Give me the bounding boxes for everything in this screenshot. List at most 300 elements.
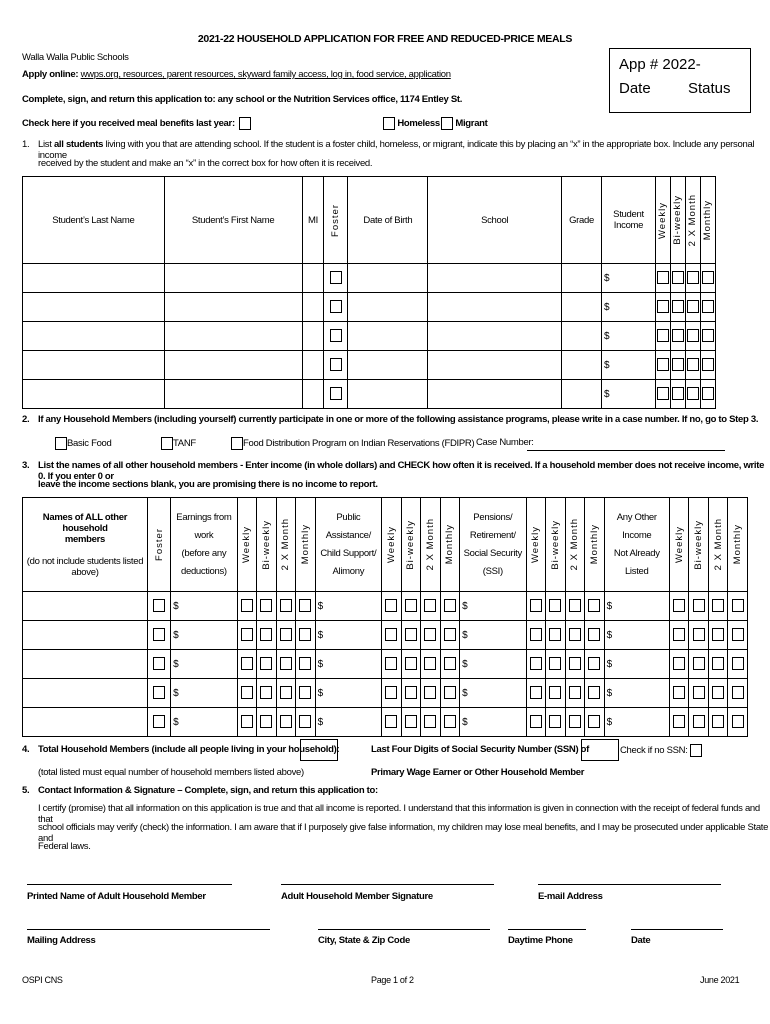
student-grade-cell[interactable] bbox=[562, 351, 602, 380]
household-member-name-cell[interactable] bbox=[23, 708, 148, 737]
public-assistance-twice-month-checkbox[interactable] bbox=[424, 686, 436, 699]
col-earnings-monthly-label: Monthly bbox=[299, 524, 311, 565]
dollar-sign: $ bbox=[173, 629, 179, 641]
public-assistance-biweekly-cell bbox=[401, 679, 421, 708]
student-grade-cell[interactable] bbox=[562, 322, 602, 351]
student-biweekly-checkbox[interactable] bbox=[672, 300, 684, 313]
student-dob-cell[interactable] bbox=[348, 351, 428, 380]
migrant-checkbox[interactable] bbox=[441, 117, 453, 130]
household-foster-checkbox[interactable] bbox=[153, 715, 165, 728]
pensions-twice-month-checkbox[interactable] bbox=[569, 686, 581, 699]
col-income-b: Income bbox=[613, 220, 644, 231]
student-first-name-cell[interactable] bbox=[164, 351, 302, 380]
household-member-row bbox=[23, 679, 748, 708]
student-monthly-checkbox[interactable] bbox=[702, 271, 714, 284]
public-assistance-weekly-cell bbox=[382, 650, 402, 679]
student-foster-cell bbox=[324, 322, 348, 351]
student-foster-checkbox[interactable] bbox=[330, 300, 342, 313]
col-other-income-d: Listed bbox=[624, 565, 649, 577]
pensions-monthly-cell bbox=[585, 621, 605, 650]
student-mi-cell[interactable] bbox=[302, 380, 324, 409]
earnings-monthly-checkbox[interactable] bbox=[299, 657, 311, 670]
student-foster-checkbox[interactable] bbox=[330, 271, 342, 284]
student-last-name-cell[interactable] bbox=[23, 264, 165, 293]
earnings-biweekly-checkbox[interactable] bbox=[260, 686, 272, 699]
student-grade-cell[interactable] bbox=[562, 264, 602, 293]
other-income-weekly-checkbox[interactable] bbox=[673, 715, 685, 728]
total-members-note: (total listed must equal number of household members listed above) bbox=[38, 767, 304, 778]
other-income-biweekly-checkbox[interactable] bbox=[693, 628, 705, 641]
pensions-biweekly-checkbox[interactable] bbox=[549, 628, 561, 641]
public-assistance-biweekly-checkbox[interactable] bbox=[405, 628, 417, 641]
other-income-twice-month-checkbox[interactable] bbox=[712, 715, 724, 728]
earnings-twice-month-checkbox[interactable] bbox=[280, 715, 292, 728]
student-monthly-checkbox[interactable] bbox=[702, 300, 714, 313]
student-last-name-cell[interactable] bbox=[23, 293, 165, 322]
other-income-weekly-checkbox[interactable] bbox=[673, 686, 685, 699]
total-members-label: Total Household Members (include all people living in your household): bbox=[38, 744, 340, 755]
earnings-weekly-checkbox[interactable] bbox=[241, 628, 253, 641]
earnings-amount-cell[interactable] bbox=[171, 621, 237, 650]
pensions-weekly-cell bbox=[526, 679, 546, 708]
col-other-income-weekly-label: Weekly bbox=[673, 526, 685, 563]
dollar-sign: $ bbox=[317, 716, 324, 728]
pensions-twice-month-cell bbox=[565, 592, 585, 621]
student-twice-month-checkbox[interactable] bbox=[687, 387, 699, 400]
student-mi-cell[interactable] bbox=[302, 293, 324, 322]
pensions-twice-month-cell bbox=[565, 708, 585, 737]
other-income-monthly-checkbox[interactable] bbox=[732, 628, 744, 641]
household-member-name-cell[interactable] bbox=[23, 650, 148, 679]
student-first-name-cell[interactable] bbox=[164, 322, 302, 351]
earnings-twice-month-cell bbox=[276, 679, 296, 708]
col-weekly-label: Weekly bbox=[657, 201, 669, 239]
household-table bbox=[22, 497, 748, 737]
pensions-twice-month-checkbox[interactable] bbox=[569, 599, 581, 612]
col-pensions-d: (SSI) bbox=[482, 565, 503, 577]
student-biweekly-checkbox[interactable] bbox=[672, 271, 684, 284]
col-weekly bbox=[655, 177, 670, 264]
household-foster-checkbox[interactable] bbox=[153, 686, 165, 699]
student-biweekly-checkbox[interactable] bbox=[672, 329, 684, 342]
student-foster-checkbox[interactable] bbox=[330, 358, 342, 371]
other-income-weekly-checkbox[interactable] bbox=[673, 628, 685, 641]
student-monthly-checkbox[interactable] bbox=[702, 329, 714, 342]
pensions-biweekly-checkbox[interactable] bbox=[549, 657, 561, 670]
public-assistance-monthly-checkbox[interactable] bbox=[444, 715, 456, 728]
other-income-monthly-checkbox[interactable] bbox=[732, 715, 744, 728]
earnings-biweekly-cell bbox=[257, 708, 277, 737]
daytime-phone-field[interactable] bbox=[508, 929, 586, 930]
dollar-sign: $ bbox=[317, 658, 324, 670]
earnings-monthly-cell bbox=[296, 650, 316, 679]
pensions-twice-month-cell bbox=[565, 650, 585, 679]
pensions-amount-cell[interactable] bbox=[460, 708, 526, 737]
col-pensions-c: Social Security bbox=[463, 547, 522, 559]
student-last-name-cell[interactable] bbox=[23, 351, 165, 380]
mailing-address-field[interactable] bbox=[27, 929, 270, 930]
dollar-sign: $ bbox=[604, 388, 610, 400]
col-student-last-name: Student’s Last Name bbox=[23, 177, 165, 264]
student-weekly-checkbox[interactable] bbox=[657, 329, 669, 342]
earnings-amount-cell[interactable] bbox=[171, 679, 237, 708]
public-assistance-amount-cell[interactable] bbox=[315, 650, 381, 679]
earnings-twice-month-checkbox[interactable] bbox=[280, 628, 292, 641]
pensions-twice-month-checkbox[interactable] bbox=[569, 657, 581, 670]
public-assistance-biweekly-checkbox[interactable] bbox=[405, 657, 417, 670]
pensions-amount-cell[interactable] bbox=[460, 650, 526, 679]
pensions-weekly-checkbox[interactable] bbox=[530, 715, 542, 728]
student-dob-cell[interactable] bbox=[348, 293, 428, 322]
other-income-monthly-checkbox[interactable] bbox=[732, 657, 744, 670]
tanf-checkbox[interactable] bbox=[161, 437, 173, 450]
student-school-cell[interactable] bbox=[428, 351, 562, 380]
other-income-weekly-cell bbox=[669, 679, 689, 708]
student-biweekly-cell bbox=[670, 380, 685, 409]
pensions-weekly-cell bbox=[526, 650, 546, 679]
student-biweekly-cell bbox=[670, 351, 685, 380]
student-first-name-cell[interactable] bbox=[164, 293, 302, 322]
student-twice-month-cell bbox=[685, 293, 700, 322]
student-twice-month-cell bbox=[685, 322, 700, 351]
col-earnings-biweekly bbox=[257, 498, 277, 592]
student-income-cell[interactable] bbox=[602, 380, 656, 409]
pensions-biweekly-checkbox[interactable] bbox=[549, 599, 561, 612]
household-foster-cell bbox=[147, 679, 170, 708]
no-ssn-checkbox[interactable] bbox=[690, 744, 702, 757]
public-assistance-weekly-checkbox[interactable] bbox=[385, 599, 397, 612]
student-biweekly-cell bbox=[670, 322, 685, 351]
earnings-twice-month-cell bbox=[276, 621, 296, 650]
pensions-monthly-cell bbox=[585, 679, 605, 708]
pensions-weekly-checkbox[interactable] bbox=[530, 628, 542, 641]
student-dob-cell[interactable] bbox=[348, 380, 428, 409]
student-twice-month-checkbox[interactable] bbox=[687, 300, 699, 313]
earnings-twice-month-checkbox[interactable] bbox=[280, 657, 292, 670]
public-assistance-twice-month-checkbox[interactable] bbox=[424, 599, 436, 612]
total-members-field[interactable] bbox=[300, 739, 338, 761]
basic-food-checkbox[interactable] bbox=[55, 437, 67, 450]
household-foster-checkbox[interactable] bbox=[153, 628, 165, 641]
public-assistance-biweekly-checkbox[interactable] bbox=[405, 599, 417, 612]
col-other-income-c: Not Already bbox=[613, 547, 660, 559]
app-number-label: App # 2022- bbox=[619, 56, 701, 73]
student-weekly-checkbox[interactable] bbox=[657, 271, 669, 284]
other-income-biweekly-cell bbox=[689, 679, 709, 708]
public-assistance-weekly-checkbox[interactable] bbox=[385, 715, 397, 728]
dollar-sign: $ bbox=[173, 658, 179, 670]
pensions-monthly-checkbox[interactable] bbox=[588, 686, 600, 699]
dollar-sign: $ bbox=[317, 629, 324, 641]
student-mi-cell[interactable] bbox=[302, 351, 324, 380]
students-header-row bbox=[23, 177, 716, 264]
other-income-twice-month-checkbox[interactable] bbox=[712, 628, 724, 641]
household-member-name-cell[interactable] bbox=[23, 679, 148, 708]
email-field[interactable] bbox=[538, 884, 721, 885]
col-public-assistance-monthly-label: Monthly bbox=[444, 524, 456, 565]
public-assistance-twice-month-checkbox[interactable] bbox=[424, 657, 436, 670]
student-dob-cell[interactable] bbox=[348, 264, 428, 293]
col-pensions bbox=[460, 498, 526, 592]
pensions-biweekly-cell bbox=[546, 708, 566, 737]
step1-text-a: List bbox=[38, 139, 54, 150]
col-earnings bbox=[171, 498, 237, 592]
earnings-weekly-checkbox[interactable] bbox=[241, 599, 253, 612]
col-biweekly bbox=[670, 177, 685, 264]
earnings-biweekly-checkbox[interactable] bbox=[260, 657, 272, 670]
earnings-monthly-checkbox[interactable] bbox=[299, 599, 311, 612]
other-income-amount-cell[interactable] bbox=[604, 650, 669, 679]
earnings-twice-month-checkbox[interactable] bbox=[280, 686, 292, 699]
col-hh-foster bbox=[147, 498, 170, 592]
student-mi-cell[interactable] bbox=[302, 264, 324, 293]
earnings-amount-cell[interactable] bbox=[171, 708, 237, 737]
other-income-biweekly-checkbox[interactable] bbox=[693, 657, 705, 670]
student-school-cell[interactable] bbox=[428, 293, 562, 322]
other-income-weekly-checkbox[interactable] bbox=[673, 657, 685, 670]
pensions-amount-cell[interactable] bbox=[460, 621, 526, 650]
certify-line-3: Federal laws. bbox=[38, 841, 91, 852]
col-other-income bbox=[604, 498, 669, 592]
other-income-amount-cell[interactable] bbox=[604, 708, 669, 737]
student-grade-cell[interactable] bbox=[562, 293, 602, 322]
earnings-weekly-checkbox[interactable] bbox=[241, 686, 253, 699]
other-income-twice-month-checkbox[interactable] bbox=[712, 599, 724, 612]
pensions-weekly-checkbox[interactable] bbox=[530, 657, 542, 670]
student-weekly-checkbox[interactable] bbox=[657, 358, 669, 371]
col-earnings-weekly-label: Weekly bbox=[241, 526, 253, 563]
homeless-checkbox[interactable] bbox=[383, 117, 395, 130]
fdpir-checkbox[interactable] bbox=[231, 437, 243, 450]
student-last-name-cell[interactable] bbox=[23, 380, 165, 409]
earnings-biweekly-checkbox[interactable] bbox=[260, 599, 272, 612]
col-twice-month bbox=[685, 177, 700, 264]
students-body bbox=[23, 264, 716, 409]
pensions-biweekly-checkbox[interactable] bbox=[549, 715, 561, 728]
col-names-b: members bbox=[64, 533, 106, 545]
other-income-twice-month-checkbox[interactable] bbox=[712, 657, 724, 670]
student-first-name-cell[interactable] bbox=[164, 380, 302, 409]
col-public-assistance-weekly-label: Weekly bbox=[385, 526, 397, 563]
city-state-zip-field[interactable] bbox=[318, 929, 490, 930]
city-state-zip-label: City, State & Zip Code bbox=[318, 935, 410, 946]
student-school-cell[interactable] bbox=[428, 322, 562, 351]
household-member-row bbox=[23, 621, 748, 650]
student-twice-month-cell bbox=[685, 351, 700, 380]
other-income-biweekly-checkbox[interactable] bbox=[693, 686, 705, 699]
col-dob: Date of Birth bbox=[348, 177, 428, 264]
student-row bbox=[23, 380, 716, 409]
student-twice-month-checkbox[interactable] bbox=[687, 271, 699, 284]
student-twice-month-checkbox[interactable] bbox=[687, 358, 699, 371]
other-income-weekly-checkbox[interactable] bbox=[673, 599, 685, 612]
dollar-sign: $ bbox=[173, 600, 179, 612]
public-assistance-monthly-cell bbox=[440, 679, 460, 708]
student-grade-cell[interactable] bbox=[562, 380, 602, 409]
step3-instructions-2: leave the income sections blank, you are promising there is no income to report. bbox=[38, 479, 378, 490]
dollar-sign: $ bbox=[606, 687, 613, 699]
other-income-biweekly-checkbox[interactable] bbox=[693, 715, 705, 728]
public-assistance-biweekly-cell bbox=[401, 650, 421, 679]
public-assistance-weekly-checkbox[interactable] bbox=[385, 628, 397, 641]
other-income-amount-cell[interactable] bbox=[604, 621, 669, 650]
public-assistance-monthly-checkbox[interactable] bbox=[444, 686, 456, 699]
household-member-row bbox=[23, 592, 748, 621]
earnings-biweekly-checkbox[interactable] bbox=[260, 628, 272, 641]
earnings-twice-month-checkbox[interactable] bbox=[280, 599, 292, 612]
student-weekly-cell bbox=[655, 264, 670, 293]
student-foster-cell bbox=[324, 351, 348, 380]
public-assistance-biweekly-checkbox[interactable] bbox=[405, 715, 417, 728]
pensions-weekly-checkbox[interactable] bbox=[530, 599, 542, 612]
earnings-twice-month-cell bbox=[276, 650, 296, 679]
household-foster-checkbox[interactable] bbox=[153, 657, 165, 670]
student-income-cell[interactable] bbox=[602, 293, 656, 322]
apply-online-link[interactable]: wwps.org, resources, parent resources, skyward family access, log in, food service, application bbox=[80, 69, 451, 80]
public-assistance-amount-cell[interactable] bbox=[315, 708, 381, 737]
ssn-field[interactable] bbox=[581, 739, 619, 761]
student-first-name-cell[interactable] bbox=[164, 264, 302, 293]
student-biweekly-checkbox[interactable] bbox=[672, 358, 684, 371]
app-status-label: Status bbox=[688, 80, 731, 97]
case-number-field[interactable] bbox=[527, 450, 725, 451]
student-foster-checkbox[interactable] bbox=[330, 329, 342, 342]
col-foster bbox=[324, 177, 348, 264]
other-income-monthly-checkbox[interactable] bbox=[732, 686, 744, 699]
earnings-amount-cell[interactable] bbox=[171, 592, 237, 621]
other-income-twice-month-cell bbox=[708, 621, 728, 650]
student-school-cell[interactable] bbox=[428, 264, 562, 293]
date-field[interactable] bbox=[631, 929, 723, 930]
col-pensions-weekly-label: Weekly bbox=[530, 526, 542, 563]
pensions-biweekly-checkbox[interactable] bbox=[549, 686, 561, 699]
certify-line-1: I certify (promise) that all information on this application is true and that all income is reported. I understand that this information is given in connection with the receipt of federal funds and that bbox=[38, 803, 760, 825]
dollar-sign: $ bbox=[317, 687, 324, 699]
other-income-biweekly-checkbox[interactable] bbox=[693, 599, 705, 612]
household-member-row bbox=[23, 650, 748, 679]
other-income-amount-cell[interactable] bbox=[604, 679, 669, 708]
pensions-weekly-checkbox[interactable] bbox=[530, 686, 542, 699]
earnings-monthly-checkbox[interactable] bbox=[299, 628, 311, 641]
col-earnings-weekly bbox=[237, 498, 257, 592]
footer-agency: OSPI CNS bbox=[22, 975, 63, 985]
student-weekly-cell bbox=[655, 293, 670, 322]
student-foster-checkbox[interactable] bbox=[330, 387, 342, 400]
pensions-monthly-checkbox[interactable] bbox=[588, 599, 600, 612]
household-foster-cell bbox=[147, 708, 170, 737]
other-income-biweekly-cell bbox=[689, 592, 709, 621]
homeless-label: Homeless bbox=[397, 118, 440, 130]
pensions-twice-month-checkbox[interactable] bbox=[569, 715, 581, 728]
homeless-option bbox=[383, 117, 440, 130]
student-monthly-checkbox[interactable] bbox=[702, 387, 714, 400]
other-income-weekly-cell bbox=[669, 708, 689, 737]
col-other-income-twice-month bbox=[708, 498, 728, 592]
household-header-row bbox=[23, 498, 748, 592]
student-twice-month-checkbox[interactable] bbox=[687, 329, 699, 342]
signature-field[interactable] bbox=[281, 884, 494, 885]
public-assistance-twice-month-checkbox[interactable] bbox=[424, 628, 436, 641]
student-income-cell[interactable] bbox=[602, 351, 656, 380]
student-biweekly-checkbox[interactable] bbox=[672, 387, 684, 400]
public-assistance-monthly-checkbox[interactable] bbox=[444, 599, 456, 612]
public-assistance-weekly-cell bbox=[382, 679, 402, 708]
col-twice-month-label: 2 X Month bbox=[687, 193, 699, 247]
public-assistance-monthly-cell bbox=[440, 621, 460, 650]
student-monthly-cell bbox=[700, 293, 715, 322]
public-assistance-twice-month-checkbox[interactable] bbox=[424, 715, 436, 728]
earnings-weekly-checkbox[interactable] bbox=[241, 715, 253, 728]
public-assistance-weekly-checkbox[interactable] bbox=[385, 657, 397, 670]
student-income-cell[interactable] bbox=[602, 264, 656, 293]
student-weekly-checkbox[interactable] bbox=[657, 300, 669, 313]
student-mi-cell[interactable] bbox=[302, 322, 324, 351]
dollar-sign: $ bbox=[606, 629, 613, 641]
printed-name-field[interactable] bbox=[27, 884, 232, 885]
student-monthly-checkbox[interactable] bbox=[702, 358, 714, 371]
earnings-monthly-cell bbox=[296, 708, 316, 737]
pensions-twice-month-cell bbox=[565, 679, 585, 708]
other-income-twice-month-checkbox[interactable] bbox=[712, 686, 724, 699]
pensions-amount-cell[interactable] bbox=[460, 679, 526, 708]
student-school-cell[interactable] bbox=[428, 380, 562, 409]
student-dob-cell[interactable] bbox=[348, 322, 428, 351]
col-pensions-a: Pensions/ bbox=[473, 511, 513, 523]
mailing-address-label: Mailing Address bbox=[27, 935, 96, 946]
earnings-biweekly-checkbox[interactable] bbox=[260, 715, 272, 728]
student-weekly-checkbox[interactable] bbox=[657, 387, 669, 400]
pensions-twice-month-checkbox[interactable] bbox=[569, 628, 581, 641]
dollar-sign: $ bbox=[606, 600, 613, 612]
public-assistance-weekly-checkbox[interactable] bbox=[385, 686, 397, 699]
public-assistance-monthly-cell bbox=[440, 592, 460, 621]
app-date-label: Date bbox=[619, 80, 651, 97]
public-assistance-amount-cell[interactable] bbox=[315, 592, 381, 621]
other-income-monthly-checkbox[interactable] bbox=[732, 599, 744, 612]
other-income-amount-cell[interactable] bbox=[604, 592, 669, 621]
household-member-name-cell[interactable] bbox=[23, 592, 148, 621]
public-assistance-monthly-checkbox[interactable] bbox=[444, 628, 456, 641]
pensions-amount-cell[interactable] bbox=[460, 592, 526, 621]
col-pensions-twice-month-label: 2 X Month bbox=[569, 518, 581, 571]
pensions-monthly-checkbox[interactable] bbox=[588, 628, 600, 641]
household-member-row bbox=[23, 708, 748, 737]
student-foster-cell bbox=[324, 293, 348, 322]
earnings-weekly-checkbox[interactable] bbox=[241, 657, 253, 670]
other-income-twice-month-cell bbox=[708, 650, 728, 679]
col-earnings-twice-month bbox=[276, 498, 296, 592]
student-income-cell[interactable] bbox=[602, 322, 656, 351]
signature-label: Adult Household Member Signature bbox=[281, 891, 433, 902]
other-income-biweekly-cell bbox=[689, 650, 709, 679]
public-assistance-biweekly-checkbox[interactable] bbox=[405, 686, 417, 699]
earnings-amount-cell[interactable] bbox=[171, 650, 237, 679]
earnings-weekly-cell bbox=[237, 621, 257, 650]
pensions-monthly-checkbox[interactable] bbox=[588, 715, 600, 728]
earnings-monthly-checkbox[interactable] bbox=[299, 715, 311, 728]
pensions-monthly-checkbox[interactable] bbox=[588, 657, 600, 670]
public-assistance-monthly-checkbox[interactable] bbox=[444, 657, 456, 670]
public-assistance-amount-cell[interactable] bbox=[315, 679, 381, 708]
col-earnings-monthly bbox=[296, 498, 316, 592]
earnings-monthly-checkbox[interactable] bbox=[299, 686, 311, 699]
public-assistance-amount-cell[interactable] bbox=[315, 621, 381, 650]
student-last-name-cell[interactable] bbox=[23, 322, 165, 351]
prior-benefits-checkbox[interactable] bbox=[239, 117, 251, 130]
household-foster-checkbox[interactable] bbox=[153, 599, 165, 612]
other-income-monthly-cell bbox=[728, 708, 748, 737]
household-member-name-cell[interactable] bbox=[23, 621, 148, 650]
